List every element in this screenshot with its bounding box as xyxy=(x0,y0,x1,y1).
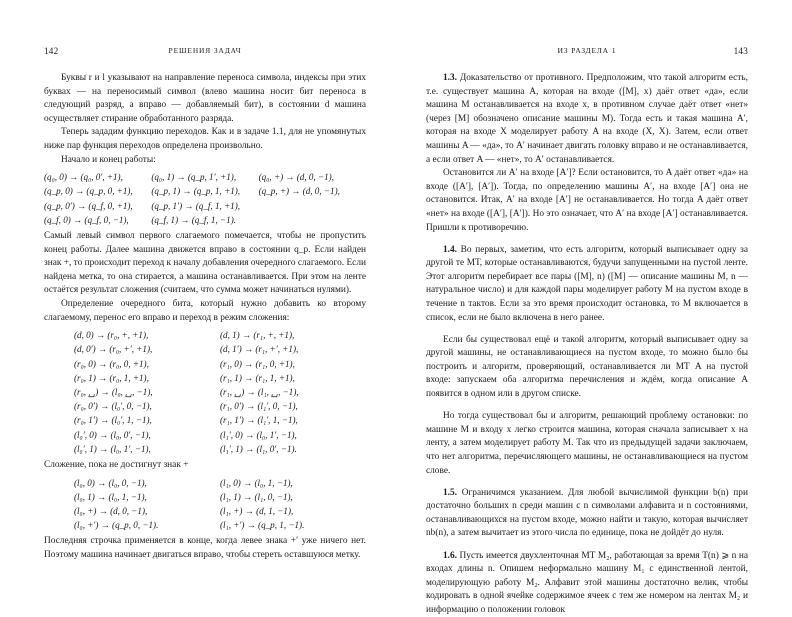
left-page-body xyxy=(44,72,366,563)
math-row xyxy=(74,399,366,413)
section-1-4-text: Во первых, заметим, что есть алгоритм, который выписывает одну за другой те МТ, которые останавливаются, будучи запущенными на пустой ленте. Этот алгоритм перебирает все пары ([M], n) ([M] — описание машины M, n — натуральное число) и для каждой пары моделирует работу M на пустом входе в течение n тактов. Если за это время происходит остановка, то M включается в список, если не было включена в него ранее. xyxy=(426,245,748,323)
section-1-3-text: Доказательство от противного. Предположим, что такой алгоритм есть, т.е. существует машина A, которая на входе ([M], x) даёт ответ «да», если машина M останавливается на входе x, в противном случае даёт ответ «нет» (через [M] обозначено описание машины M). Тогда есть и такая машина A′, которая на входе X моделирует работу A на входе (X, X). Затем, если ответ машины A — «да», то A′ начинает двигать головку вправо и не останавливается, а если ответ A — «нет», то A′ останавливается. xyxy=(426,73,748,165)
math-cell: (q_p, 1′) → (q_f, 1, +1), xyxy=(151,199,258,213)
section-1-6-text: Пусть имеется двухленточная МТ M₂, работающая за время T(n) ⩾ n на входах длины n. Опишем неформально машину M₁ с единственной лентой, моделирующую работу M₂. Алфавит этой машины достаточно велик, чтобы кодировать в одной ячейке содержимое ячеек с тем же номером на лентах M₂ и информацию о положении головок xyxy=(426,551,748,615)
transitions-add-block xyxy=(44,476,366,533)
math-cell: (l₁′, 1) → (l₁, 0′, −1). xyxy=(220,442,366,456)
math-cell: (l₀′, 1) → (l₀, 1′, −1), xyxy=(74,442,220,456)
math-cell: (l₁, +) → (d, 1, −1), xyxy=(220,504,366,518)
math-row xyxy=(74,385,366,399)
right-page xyxy=(396,0,792,612)
right-running-head xyxy=(426,46,748,72)
section-1-4-continued-a: Если бы существовал ещё и такой алгоритм, который выписывает одну за другой машины, не останавливающиеся на пустом входе, то можно было бы построить и алгоритм, проверяющий, останавливается ли МТ A на пустой входе: запускаем оба алгоритма перечисления и ждём, когда описание A появится в одном или в другом списке. xyxy=(426,334,748,402)
math-cell: (q_p, 0′) → (q_f, 0, +1), xyxy=(44,199,151,213)
math-cell: (d, 0) → (r₀, +, +1), xyxy=(74,328,220,342)
math-row xyxy=(74,490,366,504)
section-1-3 xyxy=(426,72,748,167)
math-cell: (q_p, 1) → (q_p, 1, +1), xyxy=(151,184,258,198)
math-cell: (l₀, 1) → (l₀, 1, −1), xyxy=(74,490,220,504)
math-cell: (d, 1′) → (r₁, +′, +1), xyxy=(220,342,366,356)
math-cell: (q₀, +) → (d, 0, −1), xyxy=(259,170,366,184)
math-cell: (q₀, 1) → (q_p, 1′, +1), xyxy=(151,170,258,184)
section-number-1-5: 1.5. xyxy=(443,488,457,498)
math-row xyxy=(44,213,366,227)
transitions-start-block xyxy=(44,170,366,227)
math-row xyxy=(74,371,366,385)
left-running-head-title xyxy=(44,46,366,55)
paragraph-1: Буквы r и l указывают на направление переноса символа, индексы при этих буквах — на переносимый символ (влево машина носит бит переноса в следующий разряд, а вправо — добавляемый бит), в состоянии d машина осуществляет стирание обработанного разряда. xyxy=(44,72,366,126)
math-row xyxy=(44,199,366,213)
right-running-head-text: ИЗ РАЗДЕЛА 1 xyxy=(558,46,617,55)
left-running-head xyxy=(44,46,366,72)
paragraph-7: Последняя строчка применяется в конце, когда левее знака +′ уже ничего нет. Поэтому машина начинает двигаться вправо, чтобы стереть оставшуюся метку. xyxy=(44,535,366,562)
math-cell: (l₀, +′) → (q_p, 0, −1). xyxy=(74,518,220,532)
math-cell: (r₁, 0) → (r₁, 0, +1), xyxy=(220,357,366,371)
math-cell: (l₁, 1) → (l₁, 0, −1), xyxy=(220,490,366,504)
math-row xyxy=(74,518,366,532)
section-number-1-6: 1.6. xyxy=(443,551,457,561)
math-cell: (l₁, 0) → (l₀, 1, −1), xyxy=(220,476,366,490)
math-cell: (d, 1) → (r₁, +, +1), xyxy=(220,328,366,342)
math-row xyxy=(44,170,366,184)
math-cell: (q_f, 1) → (q_f, 1, −1). xyxy=(151,213,258,227)
section-1-4-continued-b: Но тогда существовал бы и алгоритм, решающий проблему остановки: по машине M и входу x легко строится машина, которая сначала записывает x на ленту, а затем моделирует работу M. Так что из предыдущей задачи заключаем, что нет алгоритма, перечисляющего машины, не останавливающиеся на пустом слове. xyxy=(426,410,748,478)
paragraph-3: Начало и конец работы: xyxy=(44,154,366,168)
paragraph-4: Самый левый символ первого слагаемого помечается, чтобы не пропустить конец работы. Далее машина движется вправо в состоянии q_p. Если найден знак +, то происходит переход к началу добавления очередного слагаемого. Если найдена метка, то она стирается, а машина останавливается. При этом на ленте остаётся результат сложения (считаем, что сумма может начинаться нулями). xyxy=(44,230,366,298)
math-cell xyxy=(259,199,366,213)
math-cell: (q_p, 0) → (q_p, 0, +1), xyxy=(44,184,151,198)
math-cell: (q_f, 0) → (q_f, 0, −1), xyxy=(44,213,151,227)
math-cell: (l₁, +′) → (q_p, 1, −1). xyxy=(220,518,366,532)
paragraph-5: Определение очередного бита, который нужно добавить ко второму слагаемому, перенос его вправо и переход в режим сложения: xyxy=(44,298,366,325)
math-cell: (r₀, 1′) → (l₀′, 1, −1), xyxy=(74,413,220,427)
math-cell: (r₁, 1′) → (l₁′, 1, −1), xyxy=(220,413,366,427)
math-row xyxy=(74,476,366,490)
paragraph-6: Сложение, пока не достигнут знак + xyxy=(44,459,366,473)
math-cell xyxy=(259,213,366,227)
transitions-carry-block xyxy=(44,328,366,456)
right-folio: 143 xyxy=(734,46,748,56)
section-1-5-text: Ограничимся указанием. Для любой вычислимой функции b(n) при достаточно больших n среди машин с n символами алфавита и n состояниями, останавливающихся на пустом входе, можно найти и такую, которая вычисляет nb(n), а затем вычитает из этого числа по единице, пока не дойдёт до нуля. xyxy=(426,488,748,539)
math-cell: (l₁′, 0) → (l₀, 1′, −1), xyxy=(220,428,366,442)
math-cell: (d, 0′) → (r₀, +′, +1), xyxy=(74,342,220,356)
left-folio: 142 xyxy=(44,46,58,56)
math-cell: (l₀′, 0) → (l₀, 0′, −1), xyxy=(74,428,220,442)
math-row xyxy=(74,428,366,442)
math-row xyxy=(44,184,366,198)
section-1-6 xyxy=(426,550,748,617)
math-cell: (q_p, +) → (d, 0, −1), xyxy=(259,184,366,198)
math-cell: (l₀, 0) → (l₀, 0, −1), xyxy=(74,476,220,490)
math-row xyxy=(74,357,366,371)
math-row xyxy=(74,342,366,356)
math-row xyxy=(74,504,366,518)
math-cell: (r₀, 1) → (r₀, 1, +1), xyxy=(74,371,220,385)
section-number-1-3: 1.3. xyxy=(443,73,457,83)
right-running-head-title xyxy=(426,46,748,55)
math-cell: (l₀, +) → (d, 0, −1), xyxy=(74,504,220,518)
paragraph-2: Теперь зададим функцию переходов. Как и в задаче 1.1, для не упомянутых ниже пар функция переходов определена произвольно. xyxy=(44,126,366,153)
section-1-5 xyxy=(426,487,748,541)
math-row xyxy=(74,413,366,427)
math-cell: (r₀, ␣) → (l₀, ␣, −1), xyxy=(74,385,220,399)
math-row xyxy=(74,442,366,456)
section-1-3-continued: Остановится ли A′ на входе [A′]? Если остановится, то A даёт ответ «да» на входе ([A′], [A′]). Тогда, по определению машины A′, на входе [A′] она не остановится. Итак, A′ на входе [A′] не останавливается. Но тогда A даёт ответ «нет» на входе ([A′], [A′]). Но это означает, что A′ на входе [A′] останавливается. Пришли к противоречию. xyxy=(426,167,748,235)
math-cell: (r₁, 1) → (r₁, 1, +1), xyxy=(220,371,366,385)
math-cell: (r₁, 0′) → (l₁′, 0, −1), xyxy=(220,399,366,413)
math-cell: (r₀, 0′) → (l₀′, 0, −1), xyxy=(74,399,220,413)
left-running-head-text: РЕШЕНИЯ ЗАДАЧ xyxy=(169,46,242,55)
left-page xyxy=(0,0,396,612)
right-page-body xyxy=(426,72,748,617)
math-row xyxy=(74,328,366,342)
section-number-1-4: 1.4. xyxy=(443,245,457,255)
math-cell: (r₁, ␣) → (l₁, ␣, −1), xyxy=(220,385,366,399)
section-1-4 xyxy=(426,244,748,326)
math-cell: (q₀, 0) → (q₀, 0′, +1), xyxy=(44,170,151,184)
math-cell: (r₀, 0) → (r₀, 0, +1), xyxy=(74,357,220,371)
